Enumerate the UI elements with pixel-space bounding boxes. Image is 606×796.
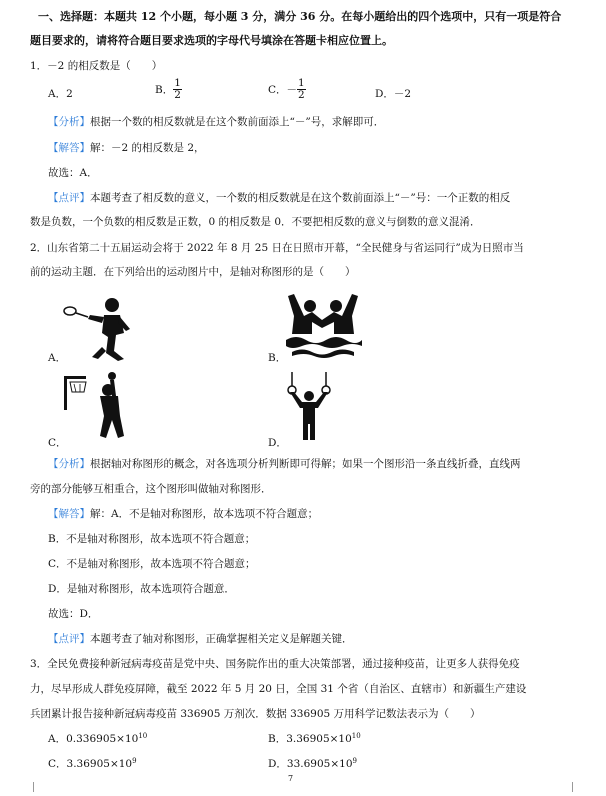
- rings-gymnast-icon: [286, 372, 332, 442]
- q2-choice: 故选：D．: [48, 608, 99, 620]
- q3-option-c: C．$3.36905\times 10^9$: [48, 757, 137, 770]
- q1-comment: 【点评】本题考查了相反数的意义，一个数的相反数就是在这个数前面添上“－”号：一个正数的相反: [48, 192, 511, 204]
- q2-answer-c: C．不是轴对称图形，故本选项不符合题意；: [48, 558, 256, 570]
- q2-answer-b: B．不是轴对称图形，故本选项不符合题意；: [48, 533, 256, 545]
- basketball-player-icon: [62, 372, 138, 442]
- q2-stem-line1: 2．山东省第二十五届运动会将于 2022 年 8 月 25 日在日照市开幕，“全民健身与省运同行”成为日照市当: [30, 242, 524, 254]
- q2-stem-line2: 前的运动主题．在下列给出的运动图片中，是轴对称图形的是（ ）: [30, 266, 356, 278]
- page-number: 7: [288, 774, 294, 783]
- crop-mark-bottom-right: [562, 782, 573, 792]
- q2-analysis: 【分析】根据轴对称图形的概念，对各选项分析判断即可得解；如果一个图形沿一条直线折叠，直线两: [48, 458, 521, 470]
- q2-option-b-label: B．: [268, 352, 287, 364]
- q1-option-b: B． $\frac{1}{2}$: [155, 77, 181, 101]
- q2-analysis-cont: 旁的部分能够互相重合，这个图形叫做轴对称图形．: [30, 483, 272, 495]
- crop-mark-bottom-left: [33, 782, 44, 792]
- q1-option-a: A．2: [48, 88, 73, 100]
- section-header-line2: 题目要求的，请将符合题目要求选项的字母代号填涂在答题卡相应位置上。: [30, 34, 393, 47]
- synchronized-swimmers-icon: [282, 292, 364, 360]
- q1-comment-cont: 数是负数，一个负数的相反数是正数，0 的相反数是 0．不要把相反数的意义与倒数的意义混淆．: [30, 216, 481, 228]
- q2-option-a-label: A．: [48, 352, 67, 364]
- q3-stem-line2: 力，尽早形成人群免疫屏障，截至 2022 年 5 月 20 日，全国 31 个省（自治区、直辖市）和新疆生产建设: [30, 683, 527, 695]
- q2-option-c-label: C．: [48, 437, 67, 449]
- q2-answer-d: D．是轴对称图形，故本选项符合题意．: [48, 583, 235, 595]
- q1-stem: 1．－2 的相反数是（ ）: [30, 60, 163, 72]
- q1-choice: 故选：A．: [48, 167, 98, 179]
- q2-comment: 【点评】本题考查了轴对称图形，正确掌握相关定义是解题关键．: [48, 633, 353, 645]
- q3-stem-line1: 3．全民免费接种新冠病毒疫苗是党中央、国务院作出的重大决策部署，通过接种疫苗，让更多人获得免疫: [30, 658, 520, 670]
- q3-option-d: D．$33.6905\times 10^9$: [268, 757, 357, 770]
- badminton-player-icon: [58, 293, 138, 361]
- q2-answer: 【解答】解：A．不是轴对称图形，故本选项不符合题意；: [48, 508, 319, 520]
- q1-option-d: D．－2: [375, 88, 412, 100]
- q3-stem-line3: 兵团累计报告接种新冠病毒疫苗 336905 万剂次．数据 336905 万用科学记数法表示为（ ）: [30, 708, 481, 720]
- section-header-line1: 一、选择题：本题共 12 个小题，每小题 3 分，满分 36 分。在每小题给出的四个选项中，只有一项是符合: [38, 10, 562, 23]
- q1-answer: 【解答】解：－2 的相反数是 2，: [48, 142, 205, 154]
- q1-option-c: C．－ $\frac{1}{2}$: [268, 77, 305, 101]
- q1-analysis: 【分析】根据一个数的相反数就是在这个数前面添上“－”号，求解即可．: [48, 116, 385, 128]
- q2-option-d-label: D．: [268, 437, 287, 449]
- q3-option-b: B．$3.36905\times 10^{10}$: [268, 732, 361, 745]
- q3-option-a: A．$0.336905\times 10^{10}$: [48, 732, 148, 745]
